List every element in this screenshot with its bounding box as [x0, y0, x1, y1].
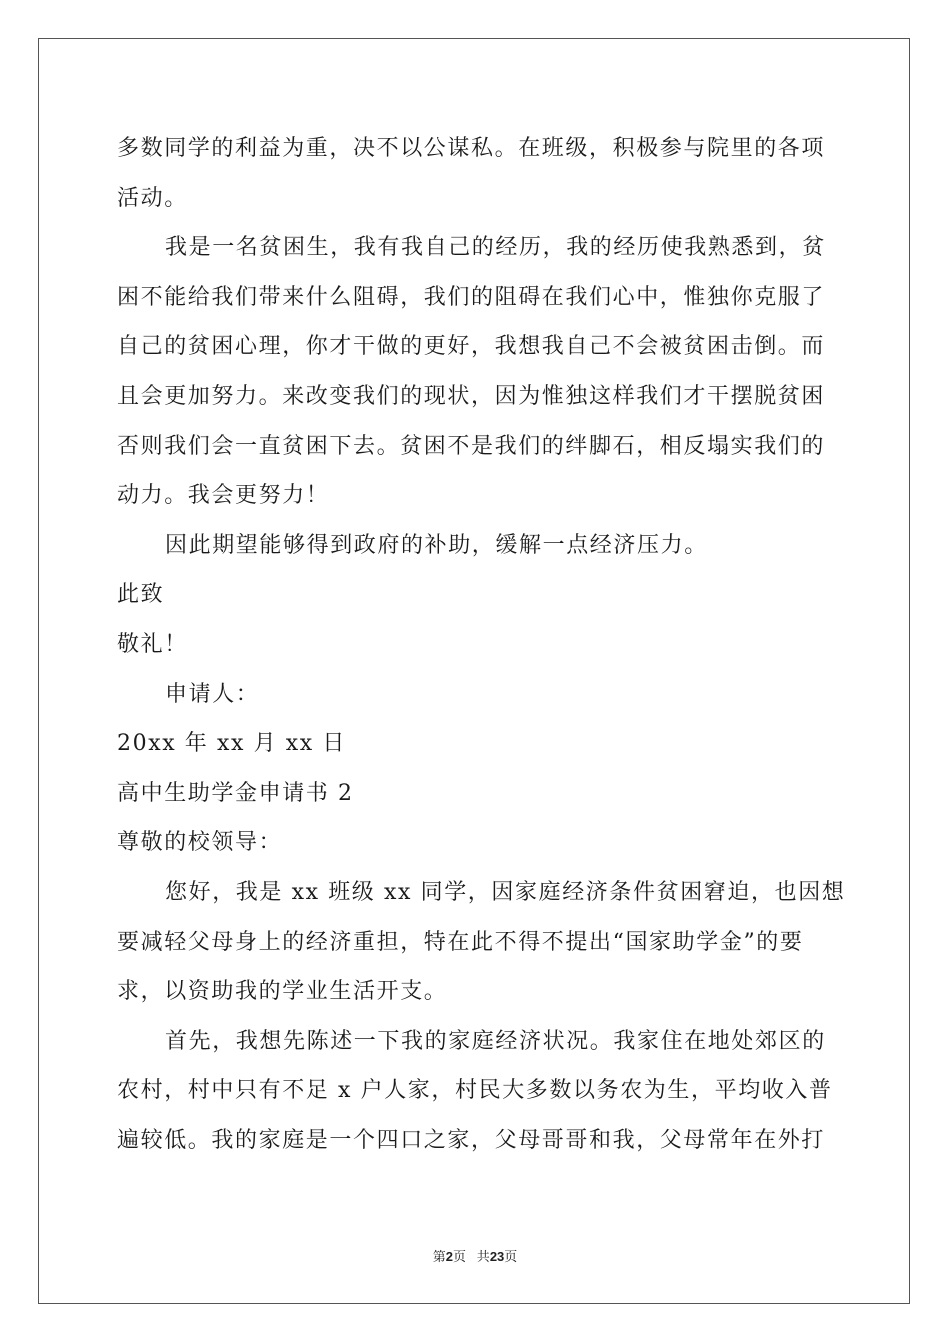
text-line: 求，以资助我的学业生活开支。 — [117, 979, 448, 1005]
page-number: 2 — [445, 1249, 453, 1264]
applicant-signature-line: 申请人： — [165, 681, 260, 707]
letter-greeting: 尊敬的校领导： — [117, 830, 283, 856]
text-line: 困不能给我们带来什么阻碍，我们的阻碍在我们心中，惟独你克服了 — [117, 284, 826, 310]
page-suffix: 页 — [452, 1249, 466, 1264]
section-title: 高中生助学金申请书 2 — [117, 780, 354, 806]
paragraph-start: 我是一名贫困生，我有我自己的经历，我的经历使我熟悉到，贫 — [165, 235, 826, 261]
total-pages: 23 — [489, 1249, 505, 1264]
text-line: 自己的贫困心理，你才干做的更好，我想我自己不会被贫困击倒。而 — [117, 334, 826, 360]
text-line: 且会更加努力。来改变我们的现状，因为惟独这样我们才干摆脱贫困 — [117, 383, 826, 409]
text-line: 多数同学的利益为重，决不以公谋私。在班级，积极参与院里的各项 — [117, 136, 826, 161]
total-suffix: 页 — [504, 1249, 518, 1264]
text-line: 农村，村中只有不足 x 户人家，村民大多数以务农为生，平均收入普 — [117, 1078, 833, 1104]
paragraph-start: 因此期望能够得到政府的补助，缓解一点经济压力。 — [165, 532, 708, 558]
text-line: 否则我们会一直贫困下去。贫困不是我们的绊脚石，相反塌实我们的 — [117, 433, 826, 459]
page-footer — [0, 1246, 950, 1265]
closing-salutation: 此致 — [117, 582, 165, 608]
document-body — [117, 124, 846, 1165]
closing-regards: 敬礼！ — [117, 631, 188, 657]
total-prefix: 共 — [476, 1249, 490, 1264]
paragraph-start: 您好，我是 xx 班级 xx 同学，因家庭经济条件贫困窘迫，也因想 — [165, 879, 846, 905]
text-line: 要减轻父母身上的经济重担，特在此不得不提出“国家助学金”的要 — [117, 929, 804, 955]
date-line: 20xx 年 xx 月 xx 日 — [117, 731, 347, 757]
page-prefix: 第 — [432, 1249, 446, 1264]
text-line: 遍较低。我的家庭是一个四口之家，父母哥哥和我，父母常年在外打 — [117, 1127, 826, 1153]
text-line: 动力。我会更努力！ — [117, 483, 330, 509]
paragraph-start: 首先，我想先陈述一下我的家庭经济状况。我家住在地处郊区的 — [165, 1028, 826, 1054]
text-line: 活动。 — [117, 185, 188, 211]
